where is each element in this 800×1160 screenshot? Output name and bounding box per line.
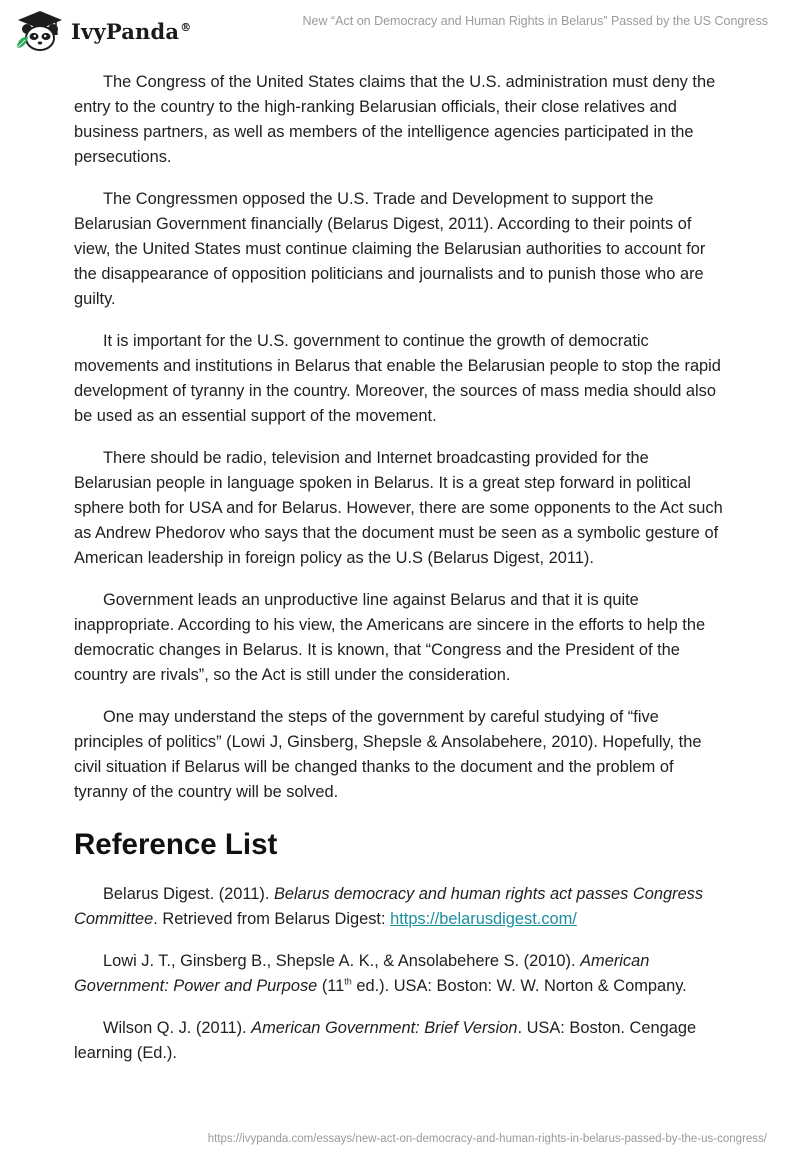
reference-title: American Government: Brief Version xyxy=(251,1019,518,1037)
body-paragraph-2: The Congressmen opposed the U.S. Trade and Development to support the Belarusian Government financially (Belarus Digest, 2011). According to their points of view, the United States must continue claiming the Belarusian authorities to account for the disappearance of opposition politicians and journalists and to punish those who are guilty. xyxy=(74,190,706,308)
body-paragraph-3: It is important for the U.S. government to continue the growth of democratic movements and institutions in Belarus that enable the Belarusian people to stop the rapid development of tyranny in the country. Moreover, the sources of mass media should also be used as an essential support of the movement. xyxy=(74,332,721,425)
body-paragraph-5: Government leads an unproductive line against Belarus and that it is quite inappropriate. According to his view, the Americans are sincere in the efforts to help the democratic changes in Belarus. It is known, that “Congress and the President of the country are rivals”, so the Act is still under the consideration. xyxy=(74,591,706,684)
body-paragraph-4: There should be radio, television and Internet broadcasting provided for the Belarusian people in language spoken in Belarus. It is a great step forward in political sphere both for USA and for Belarus. However, there are some opponents to the Act such as Andrew Phedorov who says that the document must be seen as a symbolic gesture of American leadership in foreign policy as the U.S (Belarus Digest, 2011). xyxy=(74,449,723,567)
body-paragraph-6: One may understand the steps of the government by careful studying of “five principles of politics” (Lowi J, Ginsberg, Shepsle & Ansolabehere, 2010). Hopefully, the civil situation if Belarus will be changed thanks to the document and the problem of tyranny of the country will be solved. xyxy=(74,708,702,801)
reference-item-1: Belarus Digest. (2011). Belarus democracy and human rights act passes Congress Committee. Retrieved from Belarus Digest: https://belarusdigest.com/ xyxy=(74,885,704,928)
reference-item-3: Wilson Q. J. (2011). American Government: Brief Version. USA: Boston. Cengage learning (Ed.). xyxy=(74,1019,697,1062)
document-title: New “Act on Democracy and Human Rights in Belarus” Passed by the US Congress xyxy=(302,14,768,28)
essay-content xyxy=(74,70,726,1083)
page-header xyxy=(0,0,800,60)
ivypanda-logo[interactable] xyxy=(14,8,191,54)
source-url: https://ivypanda.com/essays/new-act-on-democracy-and-human-rights-in-belarus-passed-by-the-us-congress/ xyxy=(207,1133,767,1145)
reference-list-heading: Reference List xyxy=(74,828,278,861)
logo-wordmark: IvyPanda® xyxy=(71,18,192,44)
reference-item-2: Lowi J. T., Ginsberg B., Shepsle A. K., & Ansolabehere S. (2010). American Government: Power and Purpose (11th ed.). USA: Boston: W. W. Norton & Company. xyxy=(74,952,687,995)
panda-graduate-icon xyxy=(14,8,66,54)
body-paragraph-1: The Congress of the United States claims that the U.S. administration must deny the entry to the country to the high-ranking Belarusian officials, their close relatives and business partners, as well as members of the intelligence agencies participated in the persecutions. xyxy=(74,73,716,166)
belarus-digest-link[interactable]: https://belarusdigest.com/ xyxy=(390,910,577,928)
reference-title: American Government: Power and Purpose xyxy=(74,952,650,995)
reference-title: Belarus democracy and human rights act passes Congress Committee xyxy=(74,885,704,928)
